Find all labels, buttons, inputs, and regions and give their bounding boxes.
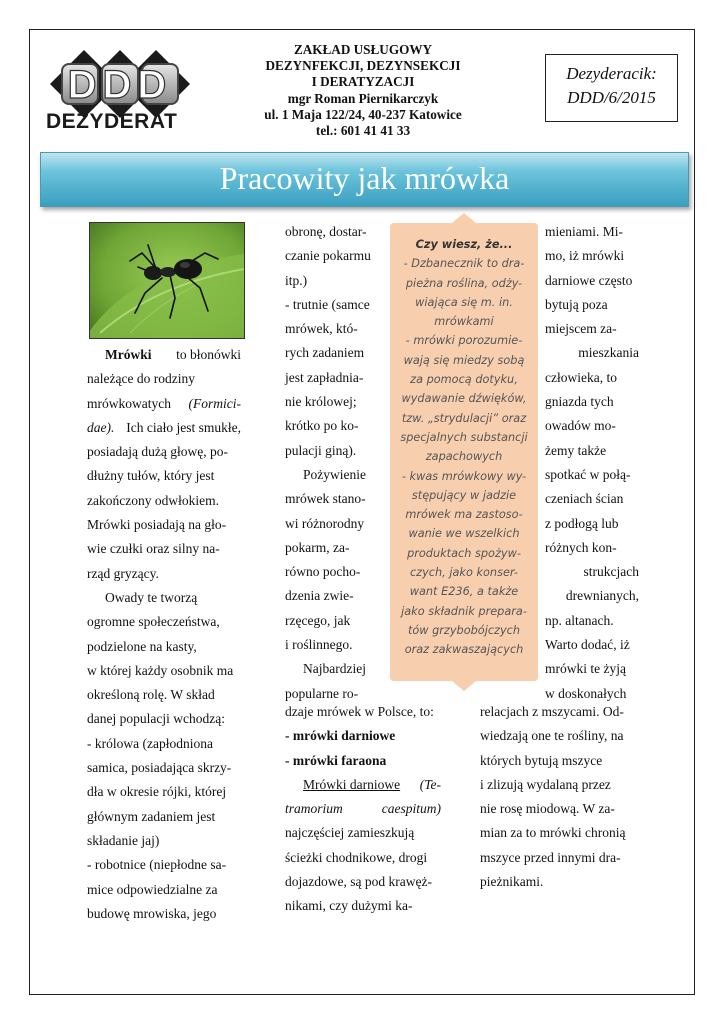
text-line: gniazda tych [545,394,614,410]
issue-box [545,54,678,122]
company-line: mgr Roman Piernikarczyk [287,90,439,106]
text-line: należące do rodziny [87,371,195,387]
text-line: popularne ro- [285,685,359,701]
sidebar-line: tzw. „strydulacji” oraz [401,411,527,425]
page-title: Pracowity jak mrówka [219,160,510,196]
text-line: Najbardziej [303,661,366,677]
sidebar-line: wanie we wszelkich [408,527,520,541]
text-fragment: mrówkowatych [87,395,171,411]
article-column-1 [87,343,241,926]
text-line: w której każdy osobnik ma [87,662,234,678]
text-line: ścieżki chodnikowe, drogi [285,849,428,865]
text-line: krótko po ko- [285,418,359,434]
term-mrowki: Mrówki [105,347,152,362]
company-line: I DERATYZACJI [311,74,415,90]
text-line: Pożywienie [303,466,366,482]
sidebar-line: wają się miedzy sobą [403,353,525,367]
text-line: dzenia zwie- [285,588,354,604]
text-line: dła w okresie rójki, której [87,784,227,800]
company-line: ul. 1 Maja 122/24, 40-237 Katowice [264,106,462,122]
company-line: ZAKŁAD USŁUGOWY [293,42,433,57]
text-line: posiadają dużą głowę, po- [87,444,228,460]
text-line: mieniami. Mi- [545,224,623,239]
text-line [285,773,441,797]
text-line: miejscem za- [545,321,617,337]
text-line [87,416,241,440]
text-line: - trutnie (samce [285,296,370,312]
logo-letters: DDD [67,63,173,107]
sidebar-line: - mrówki porozumie- [405,334,523,348]
text-line [87,343,241,367]
logo-wordmark: DEZYDERAT [46,110,178,133]
text-line: mice odpowiedzialne za [87,881,218,897]
company-line: tel.: 601 41 41 33 [315,123,411,139]
text-line: ogromne społeczeństwa, [87,614,220,630]
article-column-2-lower [285,700,441,919]
text-line: dojazdowe, są pod krawęż- [285,874,432,890]
latin-name: tramorium [285,801,343,817]
sidebar-line: mrówkami [434,315,494,329]
sidebar-line: specjalnych substancji [400,430,528,444]
ant-photo [89,222,245,339]
text-line: czanie pokarmu [285,248,371,264]
text-line: mrówki te żyją [545,661,626,677]
company-line: DEZYNFEKCJI, DEZYNSEKCJI [265,58,461,74]
text-line: i zlizują wydalaną przez [480,776,611,792]
text-line: strukcjach [583,564,639,580]
text-line: np. altanach. [545,612,614,628]
text-line: w doskonałych [545,685,627,701]
text-line: składanie jaj) [87,832,160,848]
text-line: itp.) [285,272,308,288]
article-column-2 [285,220,441,706]
text-line: zakończony odwłokiem. [87,492,219,508]
text-line: bytują poza [545,296,608,312]
sidebar-line: produktach spożyw- [407,546,521,560]
sidebar-line: wydawanie dźwięków, [401,392,527,406]
text-line: których bytują mszyce [480,752,603,768]
sidebar-line: zapachowych [425,450,503,464]
text-line: mrówek stano- [285,491,366,507]
issue-label: Dezyderacik: [566,64,657,83]
text-line: dzaje mrówek w Polsce, to: [285,704,434,719]
company-header [238,42,488,139]
text-line: równo pocho- [285,564,361,580]
text-line: rząd gryzący. [87,565,159,581]
sidebar-line: czych, jako konser- [409,566,519,580]
text-line: mo, iż mrówki [545,248,625,264]
text-line: drewnianych, [565,588,639,604]
text-line: dłużny tułów, który jest [87,468,215,484]
article-column-3 [545,220,639,706]
text-line: wiedzają one te rośliny, na [480,728,624,744]
text-line: najczęściej zamieszkują [285,825,415,841]
text-line [87,392,241,416]
text-line: nie rosę miodową. W za- [480,801,615,817]
text-line: głównym zadaniem jest [87,808,216,824]
sidebar-line: jako składnik prepara- [401,604,527,618]
text-line: żemy także [545,442,607,458]
text-line: nie królowej; [285,394,357,410]
text-line: spotkać w połą- [545,466,631,482]
species-item-darniowe: - mrówki darniowe [285,728,396,744]
text-line: jest zapładnia- [285,369,364,385]
text-line: wi różnorodny [285,515,365,531]
text-line: - królowa (zapłodniona [87,735,213,751]
sidebar-line: za pomocą dotyku, [410,373,518,387]
sidebar-line: tów grzybobójczych [407,623,521,637]
text-line: - robotnice (niepłodne sa- [87,857,227,873]
text-line: wie czułki oraz silny na- [87,541,220,557]
text-line: obronę, dostar- [285,224,367,239]
latin-name: (Te- [419,776,441,792]
text-line: rzęcego, jak [285,612,351,628]
species-heading: Mrówki darniowe [303,776,401,792]
text-line: darniowe często [545,272,633,288]
sidebar-line: want E236, a także [409,585,519,599]
text-line: samica, posiadająca skrzy- [87,760,232,776]
text-line [285,797,441,821]
text-line: nikami, czy dużymi ka- [285,898,413,914]
text-line: mieszkania [578,345,639,361]
sidebar-line: oraz zakwaszających [404,643,524,657]
text-line: mszyce przed innymi dra- [480,849,621,865]
text-line: budowę mrowiska, jego [87,905,217,921]
text-line: Mrówki posiadają na gło- [87,517,227,533]
text-line: mrówek, któ- [285,321,358,337]
text-line: mian za to mrówki chronią [480,825,626,841]
text-line: pulacji giną). [285,442,357,458]
text-line: z podłogą lub [545,515,619,531]
text-line: Owady te tworzą [105,589,198,605]
did-you-know-title: Czy wiesz, że... [415,238,513,251]
text-line: różnych kon- [545,539,617,555]
latin-name: dae). [87,419,115,435]
text-line: owadów mo- [545,418,616,434]
text-line: człowieka, to [545,369,617,385]
text-line: i roślinnego. [285,637,353,653]
issue-number: DDD/6/2015 [567,88,656,107]
sidebar-line: stępujący w jadzie [411,488,517,502]
latin-name: (Formici- [188,395,241,411]
text-line: rych zadaniem [285,345,365,361]
sidebar-line: pieżna roślina, odży- [405,276,523,290]
text-line: relacjach z mszycami. Od- [480,704,624,719]
sidebar-line: wiająca się m. in. [415,295,513,309]
latin-name: caespitum) [381,801,441,817]
article-column-3-lower [480,700,639,894]
text-fragment: Ich ciało jest smukłe, [126,419,241,435]
text-line: danej populacji wchodzą: [87,711,225,727]
sidebar-line: - Dzbanecznik to dra- [403,257,525,271]
text-fragment: to błonówki [176,347,241,362]
sidebar-line: - kwas mrówkowy wy- [401,469,527,483]
sidebar-line: mrówek ma zastoso- [405,508,523,522]
text-line: czeniach ścian [545,491,624,507]
species-item-faraona: - mrówki faraona [285,752,387,768]
text-line: pieżnikami. [480,874,544,890]
title-banner [40,152,689,207]
text-line: pokarm, za- [285,539,350,555]
text-line: podzielone na kasty, [87,638,197,654]
text-line: określoną rolę. W skład [87,687,215,703]
text-line: Warto dodać, iż [545,637,630,653]
